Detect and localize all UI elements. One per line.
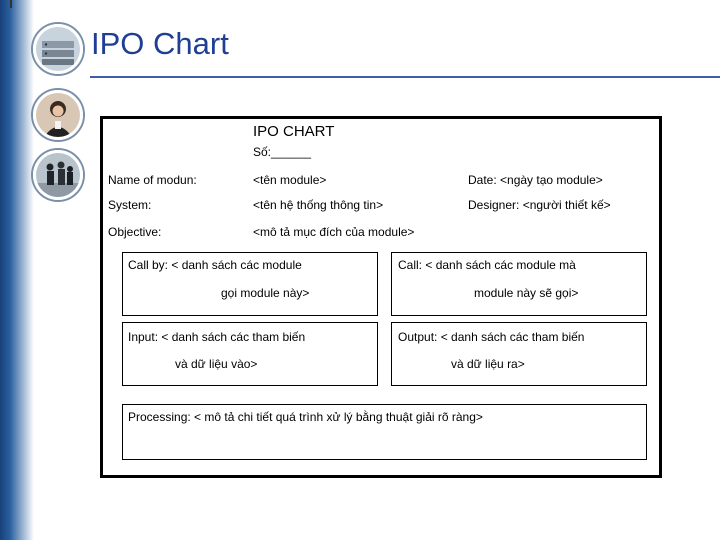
call-text-continued: module này sẽ gọi> xyxy=(474,286,579,300)
call-text: < danh sách các module mà xyxy=(425,258,576,272)
name-of-modun-label: Name of modun: xyxy=(108,173,197,187)
objective-value: <mô tả mục đích của module> xyxy=(253,225,415,239)
left-decorative-strip xyxy=(0,0,88,540)
date-label: Date: xyxy=(468,173,497,187)
number-field: Số:______ xyxy=(253,145,312,159)
business-people-photo-icon xyxy=(33,150,83,200)
system-label: System: xyxy=(108,198,152,212)
processing-label: Processing: xyxy=(128,410,191,424)
output-label: Output: xyxy=(398,330,438,344)
server-photo-icon xyxy=(33,24,83,74)
designer-value: <người thiết kế> xyxy=(522,198,611,212)
ipo-chart-heading: IPO CHART xyxy=(253,123,335,140)
system-value: <tên hệ thống thông tin> xyxy=(253,198,384,212)
call-by-label: Call by: xyxy=(128,258,169,272)
call-by-text: < danh sách các module xyxy=(171,258,302,272)
output-text: < danh sách các tham biến xyxy=(440,330,585,344)
input-label: Input: xyxy=(128,330,159,344)
input-text-continued: và dữ liệu vào> xyxy=(175,357,258,371)
call-by-text-continued: gọi module này> xyxy=(221,286,310,300)
call-label: Call: xyxy=(398,258,423,272)
objective-label: Objective: xyxy=(108,225,162,239)
date-value: <ngày tạo module> xyxy=(500,173,603,187)
input-text: < danh sách các tham biến xyxy=(161,330,306,344)
businesswoman-photo-icon xyxy=(33,90,83,140)
left-divider-line xyxy=(86,0,88,540)
designer-label: Designer: xyxy=(468,198,520,212)
corner-tick xyxy=(10,0,12,8)
title-underline xyxy=(90,76,720,78)
processing-text: < mô tả chi tiết quá trình xử lý bằng thuật giải rõ ràng> xyxy=(194,410,483,424)
page-title: IPO Chart xyxy=(91,26,229,61)
name-of-modun-value: <tên module> xyxy=(253,173,327,187)
output-text-continued: và dữ liệu ra> xyxy=(451,357,525,371)
